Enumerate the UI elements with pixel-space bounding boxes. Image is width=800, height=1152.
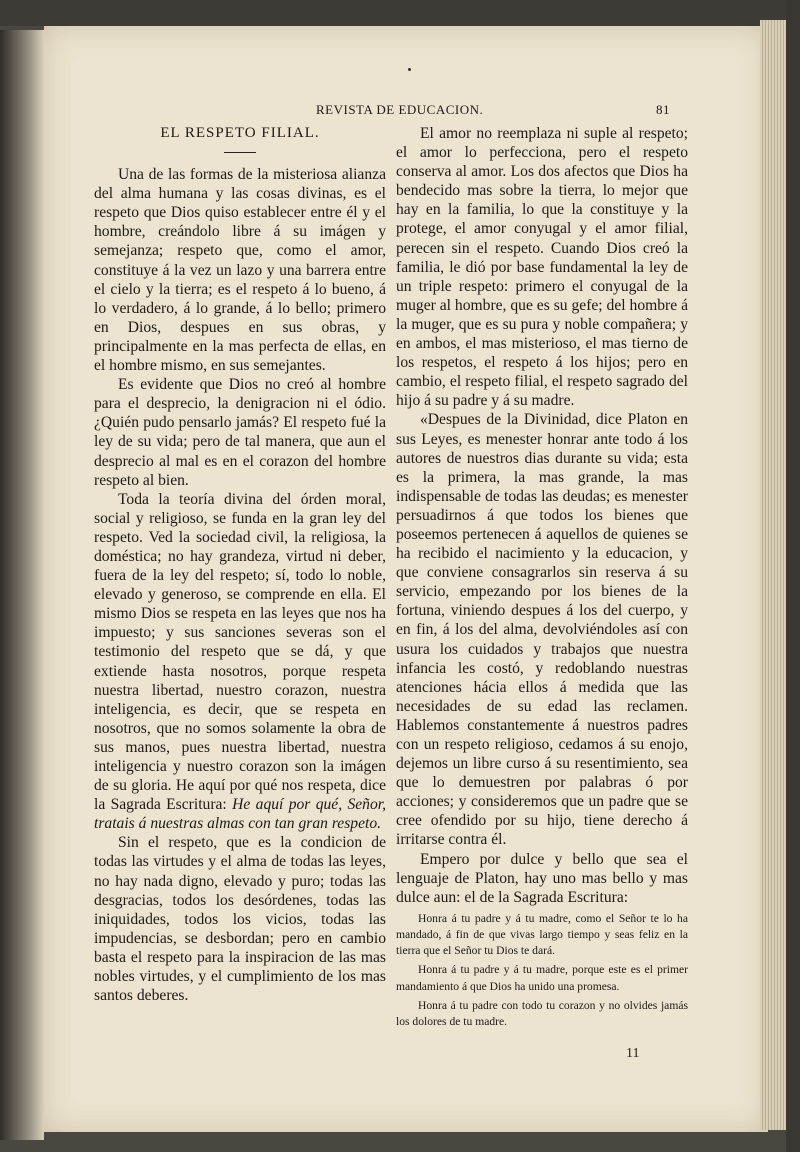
paragraph: Empero por dulce y bello que sea el lenguaje de Platon, hay uno mas bello y mas dulce aun: el de la Sagrada Escritura: [396, 850, 688, 906]
paragraph: Sin el respeto, que es la condicion de todas las virtudes y el alma de todas las leyes, no hay nada digno, elevado y puro; todas las desgracias, todos los desórdenes, todas las iniquidades, todos los vicios, todas las impudencias, se desbordan; pero en cambio basta el respeto para la inspiracion de las mas nobles virtudes, y el cumplimiento de los mas santos deberes. [94, 834, 386, 1005]
scan-background-right [786, 0, 800, 1152]
right-column [396, 124, 688, 1030]
paragraph: Es evidente que Dios no creó al hombre para el desprecio, la denigracion ni el ódio. ¿Quién pudo pensarlo jamás? El respeto fué la ley de su vida; pero de tal manera, que aun el desprecio al mal es en el corazon del hombre respeto al bien. [94, 376, 386, 489]
article-title: EL RESPETO FILIAL. [160, 125, 320, 141]
paragraph: El amor no reemplaza ni suple al respeto; el amor lo perfecciona, pero el respeto conserva al amor. Los dos afectos que Dios ha bendecido mas sobre la tierra, lo mejor que hay en la familia, lo que la constituye y la protege, el amor conyugal y el amor filial, perecen sin el respeto. Cuando Dios creó la familia, le dió por base fundamental la ley de un triple respeto: primero el conyugal de la muger al hombre, que es su gefe; del hombre á la muger, que es su pura y noble compañera; y en ambos, el mas misterioso, el mas tierno de los respetos, el respeto á los hijos; pero en cambio, el respeto filial, el respeto sagrado del hijo á su padre y á su madre. [396, 125, 688, 410]
page-edges [760, 20, 786, 1130]
page-number: 81 [656, 102, 670, 117]
journal-title: REVISTA DE EDUCACION. [316, 102, 484, 117]
scripture-note: Honra á tu padre con todo tu corazon y no olvides jamás los dolores de tu madre. [396, 998, 688, 1029]
paragraph [94, 490, 386, 834]
scan-background-top [0, 0, 800, 26]
scripture-quote: He aquí por qué, Señor, tratais á nuestras almas con tan gran respeto. [94, 796, 387, 833]
signature-mark: 11 [626, 1046, 640, 1061]
scripture-note: Honra á tu padre y á tu madre, como el Señor te lo ha mandado, á fin de que vivas largo tiempo y seas feliz en la tierra que el Señor tu Dios te dará. [396, 911, 688, 958]
printing-dot [408, 68, 411, 71]
binding-gutter [0, 30, 44, 1140]
title-rule [224, 152, 256, 153]
paragraph-text: Toda la teoría divina del órden moral, social y religioso, se funda en la gran ley del respeto. Ved la sociedad civil, la religiosa, la doméstica; no hay grandeza, virtud ni deber, fuera de la ley del respeto; sí, todo lo noble, elevado y generoso, se comprende en ella. El mismo Dios se respeta en las leyes que nos ha impuesto; y sus sanciones severas son el testimonio del respeto que se dá, y que extiende hasta nosotros, porque respeta nuestra libertad, nuestro corazon, nuestra inteligencia, es decir, que se respeta en nosotros, que no somos solamente la obra de sus manos, pues nuestra libertad, nuestra inteligencia y nuestro corazon son la imágen de su gloria. He aquí por qué nos respeta, dice la Sagrada Escritura: [94, 490, 386, 814]
scripture-note: Honra á tu padre y á tu madre, porque este es el primer mandamiento á que Dios ha unido una promesa. [396, 963, 688, 993]
paragraph: Una de las formas de la misteriosa alianza del alma humana y las cosas divinas, es el respeto que Dios quiso establecer entre él y el hombre, creándolo libre á su imágen y semejanza; respeto que, como el amor, constituye á la vez un lazo y una barrera entre el cielo y la tierra; es el respeto á lo bueno, á lo verdadero, á lo grande, á lo bello; primero en Dios, despues en sus obras, y principalmente en la mas perfecta de ellas, en el hombre mismo, en sus semejantes. [94, 166, 386, 375]
paragraph: «Despues de la Divinidad, dice Platon en sus Leyes, es menester honrar ante todo á los autores de nuestros dias durante su vida; esta es la primera, la mas grande, la mas indispensable de todas las deudas; es menester persuadirnos á que todos los bienes que poseemos pertenecen á aquellos de quienes se ha recibido el nacimiento y la educacion, y que conviene consagrarlos sin reserva á su servicio, empezando por los bienes de la fortuna, viniendo despues á los del cuerpo, y en fin, á los del alma, devolviéndoles así con usura los cuidados y trabajos que nuestra infancia les costó, y redoblando nuestras atenciones hácia ellos á medida que las necesidades de su edad las reclamen. Hablemos constantemente á nuestros padres con un respeto religioso, cedamos á su enojo, dejemos un libre curso á su resentimiento, sea que lo demuestren por palabras ó por acciones; y consideremos que un padre que se cree ofendido por su hijo, tiene derecho á irritarse contra él. [396, 411, 688, 849]
left-column [94, 124, 386, 1005]
